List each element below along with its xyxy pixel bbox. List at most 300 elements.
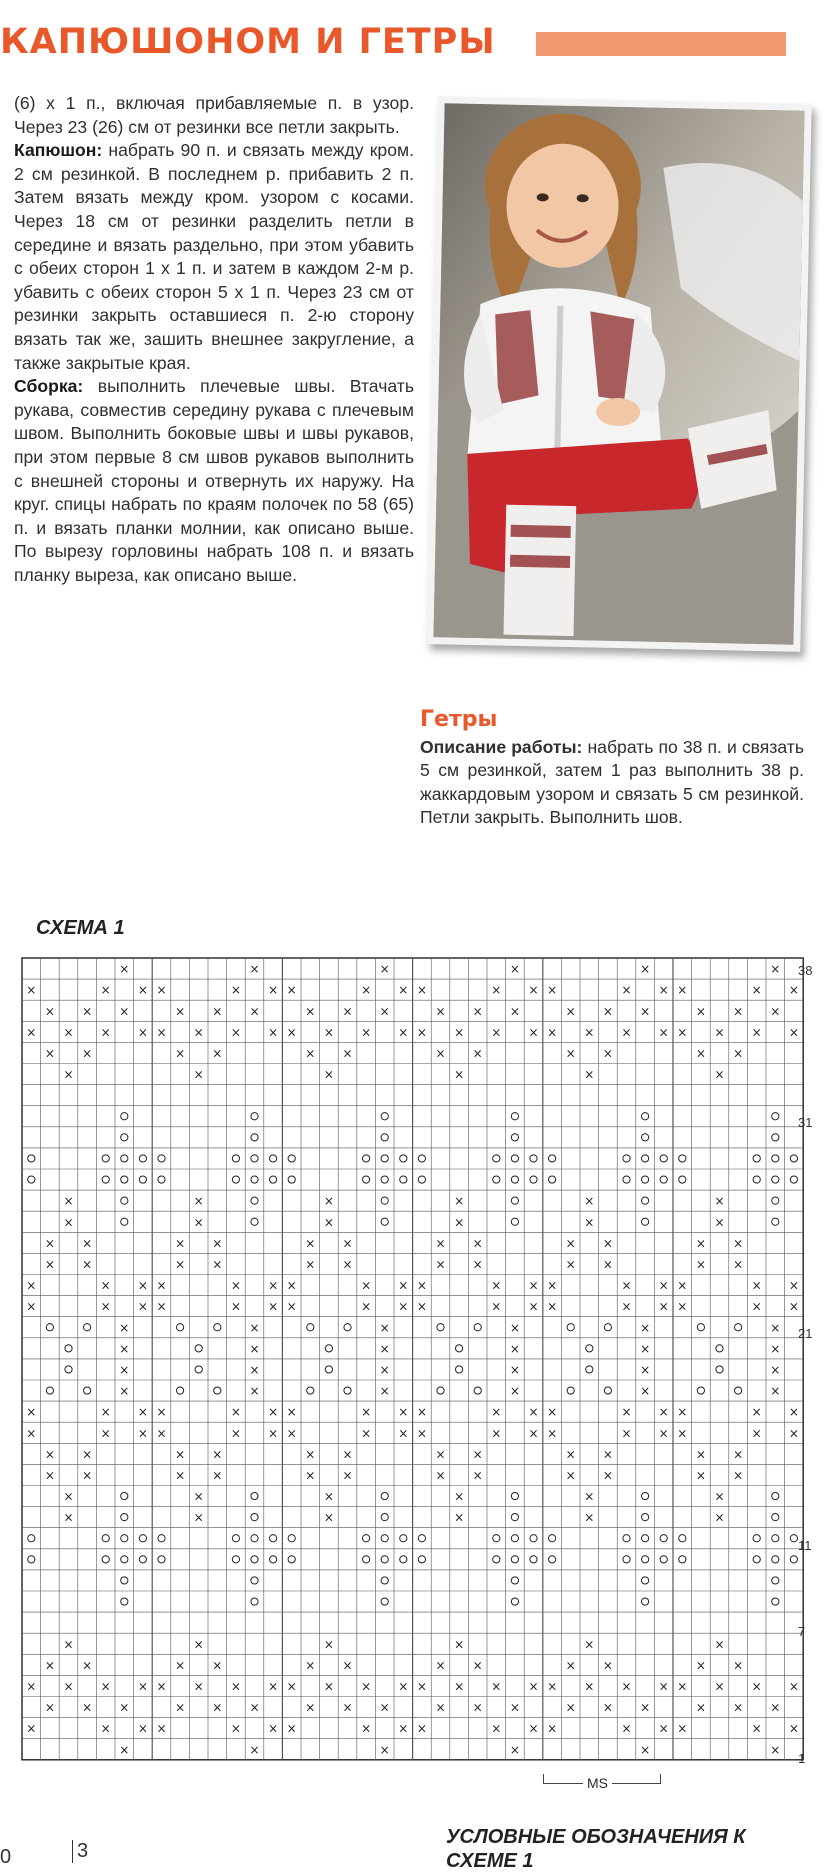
svg-text:×: ×	[175, 1447, 186, 1462]
page-number-right: 3	[72, 1840, 88, 1863]
svg-text:×: ×	[63, 1194, 74, 1209]
svg-text:×: ×	[695, 1257, 706, 1272]
svg-text:×: ×	[677, 1721, 688, 1736]
svg-text:×: ×	[230, 983, 241, 998]
svg-text:×: ×	[658, 1721, 669, 1736]
svg-text:×: ×	[175, 1257, 186, 1272]
svg-text:×: ×	[137, 1405, 148, 1420]
svg-text:×: ×	[212, 1004, 223, 1019]
svg-text:×: ×	[509, 1004, 520, 1019]
svg-text:×: ×	[82, 1004, 93, 1019]
svg-text:×: ×	[491, 1721, 502, 1736]
svg-text:×: ×	[361, 1721, 372, 1736]
svg-text:×: ×	[268, 1405, 279, 1420]
svg-text:×: ×	[491, 1405, 502, 1420]
svg-text:×: ×	[565, 1468, 576, 1483]
svg-text:×: ×	[788, 1721, 799, 1736]
svg-text:×: ×	[398, 1426, 409, 1441]
svg-text:×: ×	[788, 983, 799, 998]
svg-text:×: ×	[435, 1658, 446, 1673]
svg-text:×: ×	[751, 1721, 762, 1736]
svg-text:×: ×	[435, 1468, 446, 1483]
svg-text:×: ×	[63, 1637, 74, 1652]
svg-text:×: ×	[528, 1405, 539, 1420]
hood-label: Капюшон:	[14, 140, 103, 161]
svg-text:×: ×	[286, 1278, 297, 1293]
svg-text:×: ×	[788, 1025, 799, 1040]
svg-text:×: ×	[286, 1679, 297, 1694]
svg-text:×: ×	[63, 1025, 74, 1040]
svg-text:×: ×	[658, 1426, 669, 1441]
svg-text:×: ×	[695, 1658, 706, 1673]
gaiters-desc-text: набрать по 38 п. и связать 5 см резинкой, затем 1 раз выполнить 38 р. жаккардовым узором и связать 5 см резинкой. Петли закрыть. Выполнить шов.	[420, 736, 804, 828]
svg-text:×: ×	[472, 1468, 483, 1483]
svg-text:×: ×	[528, 983, 539, 998]
svg-text:×: ×	[621, 1278, 632, 1293]
svg-text:×: ×	[584, 1637, 595, 1652]
svg-text:×: ×	[212, 1257, 223, 1272]
svg-text:×: ×	[305, 1468, 316, 1483]
svg-text:×: ×	[584, 1215, 595, 1230]
svg-text:×: ×	[268, 1025, 279, 1040]
svg-text:×: ×	[342, 1236, 353, 1251]
svg-text:×: ×	[788, 1278, 799, 1293]
svg-text:×: ×	[26, 1679, 37, 1694]
svg-text:×: ×	[677, 1426, 688, 1441]
svg-text:×: ×	[82, 1700, 93, 1715]
svg-text:×: ×	[695, 1046, 706, 1061]
svg-text:×: ×	[361, 1405, 372, 1420]
svg-text:×: ×	[323, 1679, 334, 1694]
svg-text:×: ×	[565, 1004, 576, 1019]
svg-text:×: ×	[119, 1700, 130, 1715]
svg-text:×: ×	[63, 1679, 74, 1694]
svg-text:×: ×	[621, 1025, 632, 1040]
svg-text:×: ×	[658, 1025, 669, 1040]
svg-text:×: ×	[751, 1405, 762, 1420]
gaiters-desc-label: Описание работы:	[420, 736, 583, 757]
svg-text:×: ×	[714, 1679, 725, 1694]
svg-text:×: ×	[26, 1025, 37, 1040]
svg-text:×: ×	[305, 1658, 316, 1673]
svg-text:×: ×	[156, 983, 167, 998]
svg-text:×: ×	[323, 1489, 334, 1504]
svg-text:×: ×	[454, 1025, 465, 1040]
svg-text:×: ×	[695, 1468, 706, 1483]
svg-text:×: ×	[491, 1278, 502, 1293]
svg-text:×: ×	[565, 1236, 576, 1251]
svg-text:×: ×	[323, 1025, 334, 1040]
svg-text:×: ×	[416, 1426, 427, 1441]
svg-text:×: ×	[26, 1278, 37, 1293]
svg-text:×: ×	[342, 1004, 353, 1019]
svg-text:×: ×	[491, 1679, 502, 1694]
svg-text:×: ×	[584, 1679, 595, 1694]
svg-text:×: ×	[323, 1637, 334, 1652]
svg-text:×: ×	[342, 1046, 353, 1061]
svg-text:×: ×	[602, 1700, 613, 1715]
svg-text:×: ×	[193, 1679, 204, 1694]
photo-frame	[426, 96, 811, 652]
row-label-21: 21	[798, 1326, 813, 1341]
child-photo	[433, 103, 804, 644]
svg-text:×: ×	[491, 1426, 502, 1441]
svg-text:×: ×	[26, 1299, 37, 1314]
svg-text:×: ×	[565, 1447, 576, 1462]
gaiters-title: Гетры	[420, 707, 498, 732]
svg-text:×: ×	[82, 1658, 93, 1673]
svg-text:×: ×	[602, 1046, 613, 1061]
svg-text:×: ×	[63, 1510, 74, 1525]
svg-text:×: ×	[509, 1341, 520, 1356]
svg-text:×: ×	[733, 1257, 744, 1272]
svg-text:×: ×	[528, 1426, 539, 1441]
svg-text:×: ×	[398, 1299, 409, 1314]
svg-text:×: ×	[212, 1447, 223, 1462]
svg-text:×: ×	[435, 1700, 446, 1715]
left-text-column	[14, 92, 414, 587]
intro-paragraph: (6) х 1 п., включая прибавляемые п. в узор. Через 23 (26) см от резинки все петли закрыть.	[14, 93, 414, 137]
svg-text:×: ×	[175, 1046, 186, 1061]
svg-text:×: ×	[658, 1278, 669, 1293]
svg-text:×: ×	[454, 1489, 465, 1504]
svg-text:×: ×	[695, 1236, 706, 1251]
svg-text:×: ×	[695, 1447, 706, 1462]
svg-text:×: ×	[416, 1405, 427, 1420]
svg-text:×: ×	[435, 1004, 446, 1019]
svg-text:×: ×	[751, 1278, 762, 1293]
svg-text:×: ×	[621, 1679, 632, 1694]
svg-text:×: ×	[714, 1215, 725, 1230]
svg-text:×: ×	[658, 1405, 669, 1420]
svg-text:×: ×	[640, 1004, 651, 1019]
svg-text:×: ×	[230, 1679, 241, 1694]
svg-text:×: ×	[454, 1510, 465, 1525]
svg-text:×: ×	[175, 1658, 186, 1673]
svg-text:×: ×	[286, 1405, 297, 1420]
svg-text:×: ×	[602, 1004, 613, 1019]
svg-text:×: ×	[491, 1025, 502, 1040]
svg-text:×: ×	[230, 1721, 241, 1736]
svg-text:×: ×	[454, 1679, 465, 1694]
svg-text:×: ×	[156, 1405, 167, 1420]
svg-text:×: ×	[230, 1278, 241, 1293]
svg-text:×: ×	[751, 983, 762, 998]
svg-text:×: ×	[305, 1700, 316, 1715]
svg-text:×: ×	[175, 1236, 186, 1251]
svg-text:×: ×	[733, 1046, 744, 1061]
svg-text:×: ×	[361, 983, 372, 998]
svg-text:×: ×	[565, 1046, 576, 1061]
svg-text:×: ×	[733, 1468, 744, 1483]
svg-text:×: ×	[509, 1700, 520, 1715]
page-title: КАПЮШОНОМ И ГЕТРЫ	[0, 22, 496, 62]
svg-text:×: ×	[119, 1742, 130, 1757]
svg-text:×: ×	[621, 1299, 632, 1314]
svg-text:×: ×	[770, 1320, 781, 1335]
svg-text:×: ×	[714, 1637, 725, 1652]
svg-text:×: ×	[565, 1700, 576, 1715]
svg-text:×: ×	[640, 1384, 651, 1399]
svg-text:×: ×	[361, 1299, 372, 1314]
svg-text:×: ×	[156, 1299, 167, 1314]
gaiters-section	[420, 708, 804, 830]
svg-text:×: ×	[100, 1426, 111, 1441]
svg-text:×: ×	[584, 1510, 595, 1525]
svg-text:×: ×	[658, 1299, 669, 1314]
svg-text:×: ×	[584, 1194, 595, 1209]
svg-text:×: ×	[509, 1742, 520, 1757]
svg-text:×: ×	[714, 1489, 725, 1504]
svg-text:×: ×	[268, 1679, 279, 1694]
svg-text:×: ×	[100, 1299, 111, 1314]
svg-text:×: ×	[677, 1278, 688, 1293]
svg-text:×: ×	[305, 1257, 316, 1272]
svg-text:×: ×	[286, 1299, 297, 1314]
svg-text:×: ×	[788, 1426, 799, 1441]
svg-text:×: ×	[584, 1489, 595, 1504]
svg-text:×: ×	[361, 1025, 372, 1040]
svg-text:×: ×	[156, 1278, 167, 1293]
svg-text:×: ×	[640, 1341, 651, 1356]
svg-text:×: ×	[249, 1384, 260, 1399]
svg-text:×: ×	[733, 1700, 744, 1715]
svg-text:×: ×	[230, 1426, 241, 1441]
svg-text:×: ×	[268, 1721, 279, 1736]
svg-text:×: ×	[751, 1679, 762, 1694]
svg-text:×: ×	[100, 983, 111, 998]
page-number-left: 0	[0, 1846, 12, 1868]
scheme-label: СХЕМА 1	[36, 917, 125, 939]
svg-text:×: ×	[342, 1658, 353, 1673]
svg-text:×: ×	[379, 962, 390, 977]
svg-text:×: ×	[528, 1025, 539, 1040]
svg-text:×: ×	[547, 1679, 558, 1694]
svg-text:×: ×	[714, 1194, 725, 1209]
svg-text:×: ×	[175, 1004, 186, 1019]
svg-text:×: ×	[398, 1025, 409, 1040]
svg-text:×: ×	[547, 983, 558, 998]
svg-text:×: ×	[547, 1426, 558, 1441]
svg-text:×: ×	[509, 1384, 520, 1399]
svg-text:×: ×	[137, 1025, 148, 1040]
svg-text:×: ×	[323, 1510, 334, 1525]
svg-text:×: ×	[82, 1468, 93, 1483]
assembly-label: Сборка:	[14, 376, 84, 397]
svg-text:×: ×	[156, 1721, 167, 1736]
svg-text:×: ×	[528, 1721, 539, 1736]
svg-text:×: ×	[156, 1025, 167, 1040]
svg-text:×: ×	[770, 1004, 781, 1019]
svg-text:×: ×	[677, 983, 688, 998]
svg-text:×: ×	[100, 1278, 111, 1293]
svg-text:×: ×	[26, 983, 37, 998]
svg-text:×: ×	[26, 1721, 37, 1736]
svg-text:×: ×	[342, 1700, 353, 1715]
svg-text:×: ×	[212, 1658, 223, 1673]
svg-text:×: ×	[268, 1299, 279, 1314]
svg-text:×: ×	[193, 1194, 204, 1209]
svg-text:×: ×	[323, 1215, 334, 1230]
svg-text:×: ×	[249, 1362, 260, 1377]
svg-text:×: ×	[44, 1046, 55, 1061]
row-label-38: 38	[798, 963, 813, 978]
row-label-31: 31	[798, 1115, 813, 1130]
svg-text:×: ×	[82, 1257, 93, 1272]
svg-text:×: ×	[212, 1046, 223, 1061]
svg-text:×: ×	[305, 1236, 316, 1251]
svg-text:×: ×	[770, 962, 781, 977]
svg-text:×: ×	[602, 1468, 613, 1483]
svg-text:×: ×	[528, 1299, 539, 1314]
svg-text:×: ×	[342, 1447, 353, 1462]
svg-text:×: ×	[63, 1489, 74, 1504]
svg-text:×: ×	[714, 1510, 725, 1525]
row-label-11: 11	[798, 1538, 812, 1553]
svg-text:×: ×	[770, 1362, 781, 1377]
svg-text:×: ×	[286, 1721, 297, 1736]
svg-text:×: ×	[361, 1679, 372, 1694]
svg-text:×: ×	[658, 1679, 669, 1694]
svg-text:×: ×	[193, 1510, 204, 1525]
svg-text:×: ×	[82, 1447, 93, 1462]
svg-text:×: ×	[547, 1025, 558, 1040]
svg-text:×: ×	[193, 1025, 204, 1040]
svg-text:×: ×	[44, 1257, 55, 1272]
svg-text:×: ×	[137, 1426, 148, 1441]
svg-text:×: ×	[119, 1004, 130, 1019]
row-label-1: 1	[798, 1751, 806, 1766]
svg-text:×: ×	[137, 1679, 148, 1694]
svg-text:×: ×	[509, 1362, 520, 1377]
svg-text:×: ×	[472, 1004, 483, 1019]
svg-text:×: ×	[770, 1700, 781, 1715]
svg-text:×: ×	[733, 1236, 744, 1251]
svg-text:×: ×	[435, 1236, 446, 1251]
assembly-paragraph	[14, 375, 414, 587]
svg-text:×: ×	[770, 1742, 781, 1757]
svg-text:×: ×	[435, 1447, 446, 1462]
svg-text:×: ×	[323, 1194, 334, 1209]
svg-text:×: ×	[788, 1299, 799, 1314]
svg-text:×: ×	[491, 1299, 502, 1314]
svg-text:×: ×	[44, 1447, 55, 1462]
hood-paragraph	[14, 139, 414, 375]
assembly-text: выполнить плечевые швы. Втачать рукава, совместив середину рукава с плечевым швом. Выполнить боковые швы и швы рукавов, при этом первые 8 см швов рукавов выполнить с внешней стороны и отвернуть их наружу. На круг. спицы набрать по краям полочек по 58 (65) п. и вязать планки молнии, как описано выше. По вырезу горловины набрать 108 п. и вязать планку выреза, как описано выше.	[14, 376, 414, 585]
svg-text:×: ×	[547, 1405, 558, 1420]
svg-text:×: ×	[342, 1257, 353, 1272]
legend-title: УСЛОВНЫЕ ОБОЗНАЧЕНИЯ К СХЕМЕ 1	[446, 1826, 746, 1872]
svg-text:×: ×	[621, 1721, 632, 1736]
svg-text:×: ×	[193, 1215, 204, 1230]
svg-text:×: ×	[547, 1299, 558, 1314]
svg-text:×: ×	[44, 1236, 55, 1251]
svg-text:×: ×	[770, 1341, 781, 1356]
svg-text:×: ×	[286, 1426, 297, 1441]
svg-text:×: ×	[119, 1362, 130, 1377]
svg-text:×: ×	[379, 1320, 390, 1335]
svg-text:×: ×	[509, 1320, 520, 1335]
svg-text:×: ×	[379, 1384, 390, 1399]
svg-text:×: ×	[602, 1257, 613, 1272]
svg-text:×: ×	[156, 1426, 167, 1441]
svg-text:×: ×	[435, 1046, 446, 1061]
svg-text:×: ×	[416, 1025, 427, 1040]
svg-text:×: ×	[63, 1067, 74, 1082]
svg-text:×: ×	[454, 1637, 465, 1652]
svg-text:×: ×	[398, 1278, 409, 1293]
svg-text:×: ×	[398, 1679, 409, 1694]
svg-text:×: ×	[677, 1405, 688, 1420]
svg-text:×: ×	[472, 1046, 483, 1061]
svg-text:×: ×	[751, 1025, 762, 1040]
svg-text:×: ×	[379, 1742, 390, 1757]
svg-text:×: ×	[751, 1299, 762, 1314]
svg-text:×: ×	[640, 1742, 651, 1757]
row-label-7: 7	[798, 1624, 806, 1639]
svg-text:×: ×	[137, 1278, 148, 1293]
svg-text:×: ×	[26, 1405, 37, 1420]
svg-text:×: ×	[751, 1426, 762, 1441]
svg-text:×: ×	[677, 1025, 688, 1040]
svg-text:×: ×	[193, 1067, 204, 1082]
svg-text:×: ×	[323, 1067, 334, 1082]
svg-text:×: ×	[230, 1025, 241, 1040]
svg-text:×: ×	[584, 1067, 595, 1082]
svg-text:×: ×	[640, 1362, 651, 1377]
svg-text:×: ×	[175, 1468, 186, 1483]
svg-text:×: ×	[454, 1215, 465, 1230]
svg-text:×: ×	[212, 1236, 223, 1251]
svg-text:×: ×	[193, 1489, 204, 1504]
svg-text:×: ×	[249, 1341, 260, 1356]
svg-text:×: ×	[454, 1067, 465, 1082]
svg-text:×: ×	[44, 1658, 55, 1673]
svg-text:×: ×	[695, 1004, 706, 1019]
svg-text:×: ×	[733, 1447, 744, 1462]
svg-text:×: ×	[416, 1679, 427, 1694]
svg-text:×: ×	[640, 1320, 651, 1335]
svg-text:×: ×	[100, 1405, 111, 1420]
svg-text:×: ×	[230, 1299, 241, 1314]
svg-text:×: ×	[26, 1426, 37, 1441]
svg-text:×: ×	[193, 1637, 204, 1652]
svg-text:×: ×	[305, 1447, 316, 1462]
svg-text:×: ×	[342, 1468, 353, 1483]
svg-text:×: ×	[733, 1004, 744, 1019]
svg-text:×: ×	[472, 1658, 483, 1673]
gaiters-paragraph	[420, 736, 804, 830]
svg-text:×: ×	[137, 1721, 148, 1736]
svg-text:×: ×	[547, 1721, 558, 1736]
svg-text:×: ×	[602, 1447, 613, 1462]
page-header	[0, 20, 824, 66]
svg-text:×: ×	[714, 1067, 725, 1082]
svg-text:×: ×	[584, 1025, 595, 1040]
svg-text:×: ×	[416, 1721, 427, 1736]
header-accent-bar	[536, 32, 786, 56]
svg-text:×: ×	[677, 1679, 688, 1694]
svg-text:×: ×	[63, 1215, 74, 1230]
svg-text:×: ×	[528, 1679, 539, 1694]
svg-text:×: ×	[230, 1405, 241, 1420]
svg-text:×: ×	[472, 1257, 483, 1272]
svg-text:×: ×	[621, 1426, 632, 1441]
svg-text:×: ×	[249, 1742, 260, 1757]
svg-text:×: ×	[119, 1384, 130, 1399]
svg-text:×: ×	[733, 1658, 744, 1673]
svg-text:×: ×	[137, 1299, 148, 1314]
